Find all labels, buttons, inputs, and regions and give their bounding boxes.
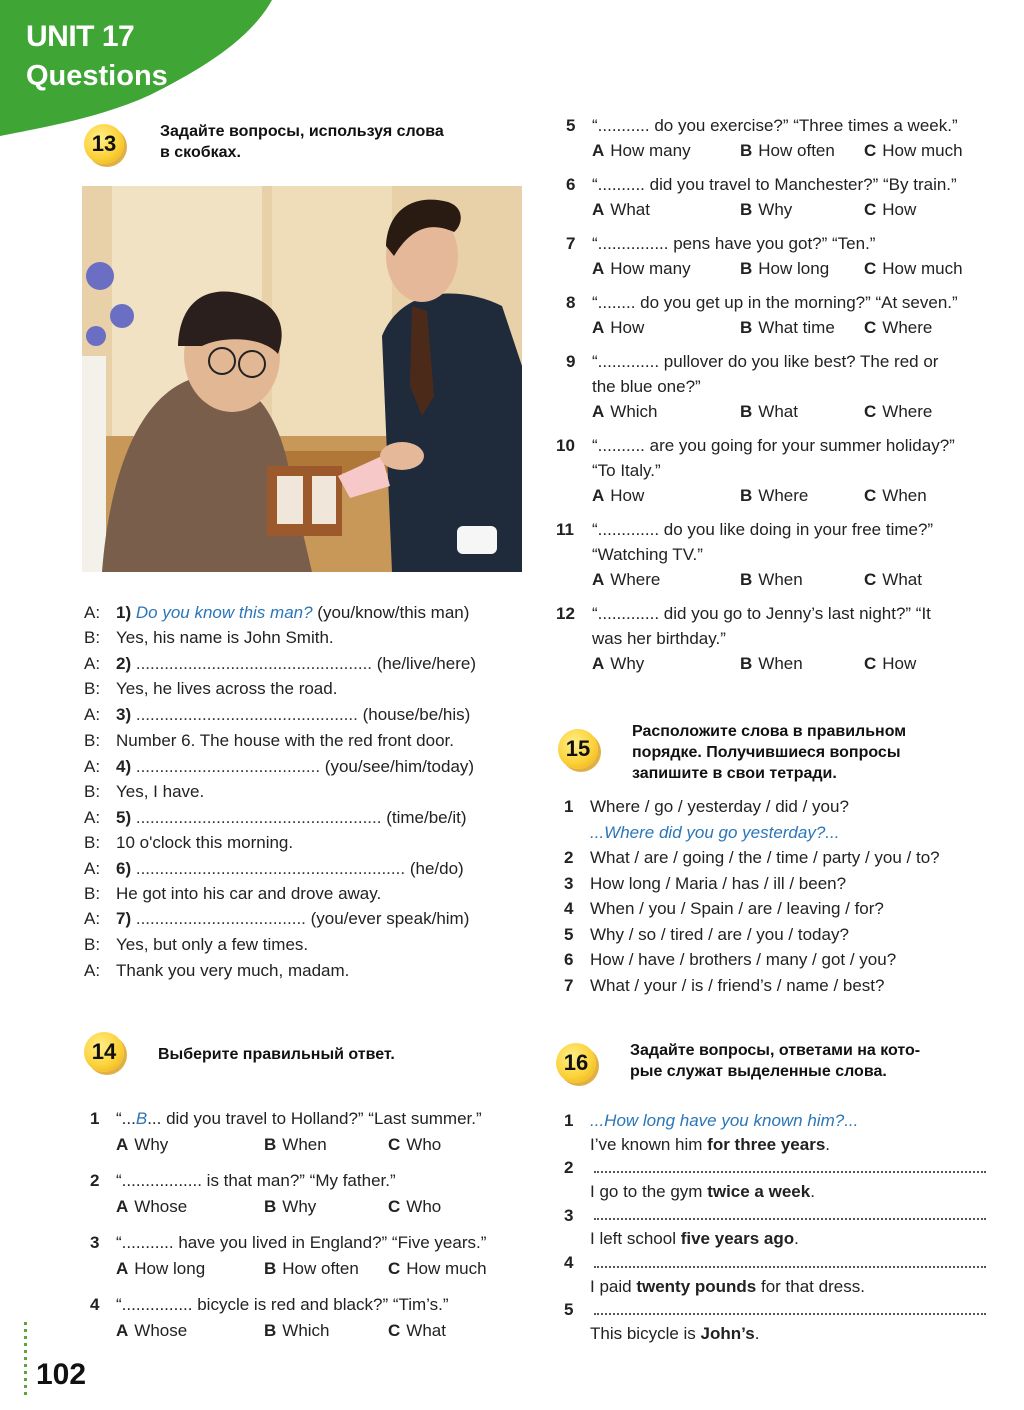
ex16-item-1: 1 ...How long have you known him?...: [564, 1111, 859, 1130]
dialogue-line-7: A: 4) ....................................... (you/see/him/today): [84, 757, 475, 776]
ex14-options-9: A Which B What C Where: [592, 402, 933, 421]
ex15-item-6: 6 How / have / brothers / many / got / you?: [564, 950, 897, 969]
ex14-question-1: 1 “...B... did you travel to Holland?” “Last summer.”: [90, 1109, 482, 1128]
exercise-14-badge: 14: [84, 1032, 124, 1072]
dialogue-line-11: A: 6) ......................................................... (he/do): [84, 859, 464, 878]
ex14-options-5: A How many B How often C How much: [592, 141, 963, 160]
ex15-item-2: 2 What / are / going / the / time / party / you / to?: [564, 848, 940, 867]
ex14-options-11: A Where B When C What: [592, 570, 922, 589]
ex16-number-4: 4: [564, 1253, 574, 1272]
ex14-question-9: 9 “............. pullover do you like best? The red or: [566, 352, 939, 371]
ex14-question-6: 6 “.......... did you travel to Manchester?” “By train.”: [566, 175, 957, 194]
ex14-options-2: A Whose B Why C Who: [116, 1197, 442, 1216]
dialogue-line-12: B: He got into his car and drove away.: [84, 884, 382, 903]
ex14-question-9-cont: the blue one?”: [592, 377, 701, 396]
ex14-options-8: A How B What time C Where: [592, 318, 933, 337]
dialogue-line-13: A: 7) .................................... (you/ever speak/him): [84, 909, 470, 928]
dialogue-line-3: A: 2) .................................................. (he/live/here): [84, 654, 476, 673]
exercise-14-title: Выберите правильный ответ.: [158, 1046, 395, 1063]
ex16-answer-3: I left school five years ago.: [590, 1229, 799, 1248]
ex14-options-6: A What B Why C How: [592, 200, 917, 219]
margin-dotted-rule: [24, 1322, 27, 1396]
dialogue-line-14: B: Yes, but only a few times.: [84, 935, 309, 954]
ex15-item-1: 1 Where / go / yesterday / did / you?: [564, 797, 849, 816]
ex14-options-1: A Why B When C Who: [116, 1135, 442, 1154]
ex14-question-10: 10 “.......... are you going for your summer holiday?”: [556, 436, 955, 455]
ex14-question-4: 4 “............... bicycle is red and black?” “Tim’s.”: [90, 1295, 449, 1314]
ex14-question-11-cont: “Watching TV.”: [592, 545, 703, 564]
ex16-answer-line-2[interactable]: [594, 1171, 986, 1173]
ex16-answer-line-3[interactable]: [594, 1218, 986, 1220]
ex14-options-4: A Whose B Which C What: [116, 1321, 446, 1340]
ex14-question-8: 8 “........ do you get up in the morning?” “At seven.”: [566, 293, 958, 312]
photo-illustration: [82, 186, 522, 572]
exercise-13-title: Задайте вопросы, используя слова в скобках.: [160, 123, 444, 161]
dialogue-line-5: A: 3) ............................................... (house/be/his): [84, 705, 471, 724]
exercise-13-badge: 13: [84, 124, 124, 164]
dialogue-line-4: B: Yes, he lives across the road.: [84, 679, 338, 698]
ex15-item-5: 5 Why / so / tired / are / you / today?: [564, 925, 849, 944]
exercise-16-badge: 16: [556, 1043, 596, 1083]
dialogue-line-6: B: Number 6. The house with the red front door.: [84, 731, 454, 750]
ex14-question-5: 5 “........... do you exercise?” “Three times a week.”: [566, 116, 958, 135]
ex16-answer-line-5[interactable]: [594, 1313, 986, 1315]
ex15-item-3: 3 How long / Maria / has / ill / been?: [564, 874, 847, 893]
ex16-answer-line-4[interactable]: [594, 1266, 986, 1268]
ex14-question-7: 7 “............... pens have you got?” “Ten.”: [566, 234, 876, 253]
dialogue-line-8: B: Yes, I have.: [84, 782, 205, 801]
ex14-options-12: A Why B When C How: [592, 654, 917, 673]
ex16-number-2: 2: [564, 1158, 574, 1177]
ex14-options-7: A How many B How long C How much: [592, 259, 963, 278]
unit-label: UNIT 17: [26, 20, 135, 53]
ex16-answer-1: I’ve known him for three years.: [590, 1135, 831, 1154]
ex14-question-12: 12 “............. did you go to Jenny’s last night?” “It: [556, 604, 931, 623]
unit-topic: Questions: [26, 60, 168, 92]
ex14-question-12-cont: was her birthday.”: [592, 629, 726, 648]
ex15-item-4: 4 When / you / Spain / are / leaving / for?: [564, 899, 884, 918]
exercise-15-badge: 15: [558, 729, 598, 769]
dialogue-line-10: B: 10 o'clock this morning.: [84, 833, 294, 852]
ex14-options-3: A How long B How often C How much: [116, 1259, 487, 1278]
dialogue-line-15: A: Thank you very much, madam.: [84, 961, 350, 980]
ex16-number-5: 5: [564, 1300, 574, 1319]
ex14-question-11: 11 “............. do you like doing in your free time?”: [556, 520, 934, 539]
ex14-question-10-cont: “To Italy.”: [592, 461, 661, 480]
page-number: 102: [36, 1358, 87, 1391]
ex16-number-3: 3: [564, 1206, 574, 1225]
dialogue-line-1: A: 1) Do you know this man? (you/know/this man): [84, 603, 470, 622]
ex16-answer-5: This bicycle is John’s.: [590, 1324, 760, 1343]
ex15-item-7: 7 What / your / is / friend’s / name / best?: [564, 976, 885, 995]
ex14-question-2: 2 “................. is that man?” “My father.”: [90, 1171, 396, 1190]
dialogue-line-2: B: Yes, his name is John Smith.: [84, 628, 334, 647]
ex14-question-3: 3 “........... have you lived in England?” “Five years.”: [90, 1233, 487, 1252]
ex16-answer-4: I paid twenty pounds for that dress.: [590, 1277, 865, 1296]
exercise-16-title: Задайте вопросы, ответами на кото- рые служат выделенные слова.: [630, 1042, 921, 1080]
ex14-options-10: A How B Where C When: [592, 486, 927, 505]
exercise-15-title: Расположите слова в правильном порядке. Получившиеся вопросы запишите в свои тетради.: [632, 723, 907, 782]
dialogue-line-9: A: 5) .................................................... (time/be/it): [84, 808, 467, 827]
ex15-example-answer: ...Where did you go yesterday?...: [590, 823, 840, 842]
ex16-answer-2: I go to the gym twice a week.: [590, 1182, 815, 1201]
